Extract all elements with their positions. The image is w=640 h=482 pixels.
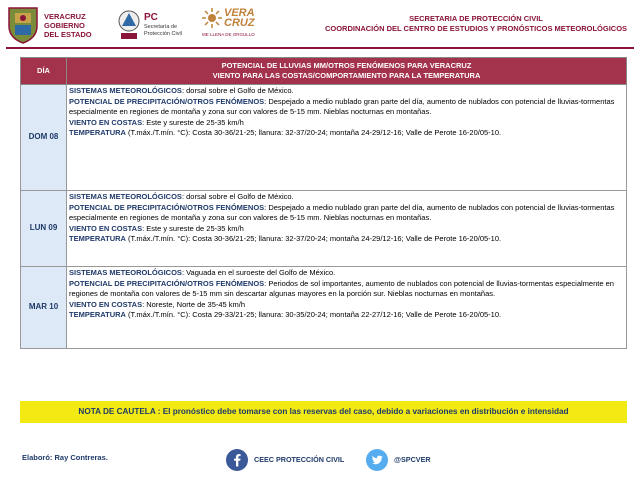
forecast-cell: SISTEMAS METEOROLÓGICOS: Vaguada en el suroeste del Golfo de México. POTENCIAL DE PRECIPITACIÓN/OTROS FENÓMENOS: Periodos de sol importantes, aumento de nublados con potencial de lluvias-tormentas especialmente en regiones de montaña con valores de 5-15 mm sin descartar algunas mayores en la porción sur. Nieblas nocturnas en montañas. VIENTO EN COSTAS: Noreste, Norte de 35-45 km/h TEMPERATURA (T.máx./T.mín. °C): Costa 29-33/21-25; llanura: 30-35/20-24; montaña 22-27/12-16; Valle de Perote 16-20/05-10. (67, 267, 627, 349)
table-row (21, 191, 627, 267)
table-header-row (21, 58, 627, 85)
forecast-column-header: POTENCIAL DE LLUVIAS MM/OTROS FENÓMENOS PARA VERACRUZ VIENTO PARA LAS COSTAS/COMPORTAMIENTO PARA LA TEMPERATURA (67, 58, 627, 85)
header-divider (6, 47, 634, 49)
day-cell: DOM 08 (21, 85, 67, 191)
twitter-icon[interactable] (366, 449, 388, 471)
day-cell: LUN 09 (21, 191, 67, 267)
pc-title: PC (144, 12, 158, 23)
pc-emblem-icon (118, 8, 140, 42)
author-credit: Elaboró: Ray Contreras. (22, 453, 108, 462)
sun-emblem-icon (202, 8, 222, 28)
vera-cruz-logo (202, 6, 262, 46)
vera-cruz-wordmark: VERA CRUZ (224, 7, 255, 29)
day-cell: MAR 10 (21, 267, 67, 349)
facebook-link[interactable]: CEEC PROTECCIÓN CIVIL (254, 455, 345, 464)
forecast-cell: SISTEMAS METEOROLÓGICOS: dorsal sobre el Golfo de México. POTENCIAL DE PRECIPITACIÓN/OTROS FENÓMENOS: Despejado a medio nublado gran parte del día, aumento de nublados con potencial de lluvias-tormentas especialmente en regiones de montaña y zona sur con valores de 5-15 mm. Nieblas nocturnas en montañas. VIENTO EN COSTAS: Este y sureste de 25-35 km/h TEMPERATURA (T.máx./T.mín. °C): Costa 30-36/21-25; llanura: 32-37/20-24; montaña 24-29/12-16; Valle de Perote 16-20/05-10. (67, 85, 627, 191)
organization-title (320, 14, 632, 34)
org-line-1: SECRETARIA DE PROTECCIÓN CIVIL (409, 14, 543, 23)
state-shield-icon (6, 6, 40, 44)
civil-protection-logo (118, 8, 188, 44)
vera-cruz-tagline: ME LLENA DE ORGULLO (202, 32, 255, 37)
page-header (0, 0, 640, 52)
forecast-table (20, 57, 627, 349)
org-line-2: COORDINACIÓN DEL CENTRO DE ESTUDIOS Y PRONÓSTICOS METEOROLÓGICOS (324, 24, 628, 33)
twitter-link[interactable]: @SPCVER (394, 455, 431, 464)
table-row (21, 267, 627, 349)
forecast-cell: SISTEMAS METEOROLÓGICOS: dorsal sobre el Golfo de México. POTENCIAL DE PRECIPITACIÓN/OTROS FENÓMENOS: Despejado a medio nublado gran parte del día, aumento de nublados con potencial de lluvias-tormentas especialmente en regiones de montaña y zona sur con valores de 5-15 mm. Nieblas nocturnas en montañas. VIENTO EN COSTAS: Este y sureste de 25-35 km/h TEMPERATURA (T.máx./T.mín. °C): Costa 30-36/21-25; llanura: 32-37/20-24; montaña 24-29/12-16; Valle de Perote 16-20/05-10. (67, 191, 627, 267)
pc-subtitle: Secretaría de Protección Civil (144, 24, 182, 37)
veracruz-government-logo (6, 6, 126, 46)
gov-logo-text: VERACRUZ GOBIERNO DEL ESTADO (44, 12, 92, 39)
table-row (21, 85, 627, 191)
caution-note: NOTA DE CAUTELA : El pronóstico debe tomarse con las reservas del caso, debido a variaciones en distribución e intensidad (20, 401, 627, 423)
facebook-icon[interactable] (226, 449, 248, 471)
day-column-header: DÍA (21, 58, 67, 85)
